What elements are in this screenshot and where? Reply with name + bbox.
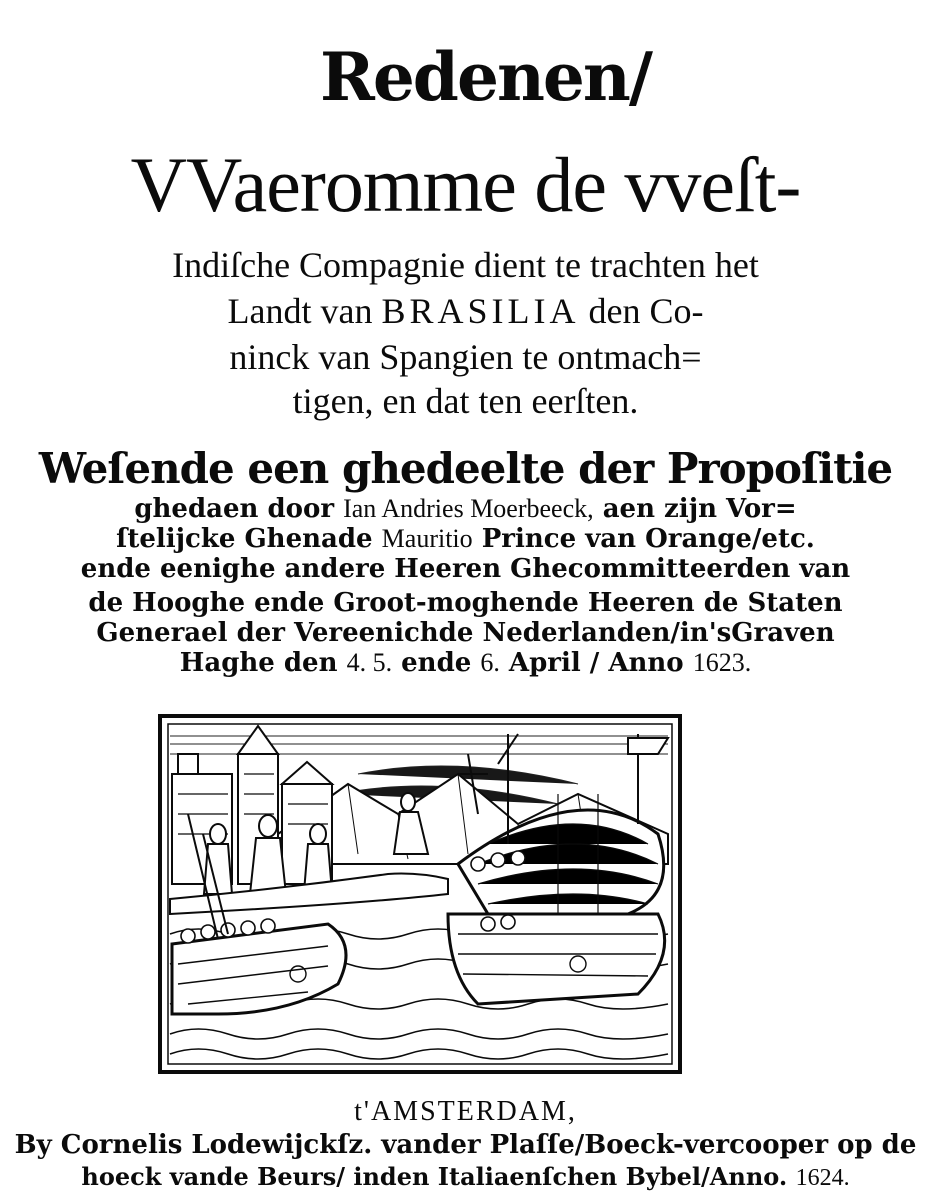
wesende-line-7-e: April / Anno [508, 648, 684, 678]
wesende-line-5: de Hooghe ende Groot-moghende Heeren de Staten [88, 588, 843, 618]
imprint-city: t'AMSTERDAM, [354, 1096, 577, 1127]
imprint-publisher-line: By Cornelis Lodewijckſz. vander Plaſſe/Boeck-vercooper op de [14, 1130, 917, 1160]
main-title: Redenen/ [319, 38, 652, 116]
wesende-line-2 [0, 494, 931, 524]
wesende-line-7-c: ende [401, 648, 472, 678]
dates-2: 6. [480, 648, 500, 677]
subtitle-line-1: VVaeromme de vveſt- [130, 141, 801, 228]
wesende-line-4: ende eenighe andere Heeren Ghecommitteerden van [80, 554, 851, 584]
wesende-line-7 [0, 648, 931, 678]
wesende-line-6: Generael der Vereenichde Nederlanden/in'sGraven [96, 618, 835, 648]
wesende-line-3-c: Prince van Orange/etc. [481, 524, 815, 554]
year-1623: 1623. [692, 648, 752, 677]
subtitle-brasilia: BRASILIA [381, 291, 580, 331]
wesende-line-2-c: aen zijn Vor= [602, 494, 797, 524]
woodcut-harbor-ships-illustration [158, 714, 682, 1074]
mauritio-name: Mauritio [381, 524, 473, 553]
wesende-line-7-a: Haghe den [179, 648, 338, 678]
wesende-line-1: Weſende een ghedeelte der Propoſitie [38, 444, 893, 493]
wesende-line-2-a: ghedaen door [134, 494, 335, 524]
dates-1: 4. 5. [346, 648, 393, 677]
subtitle-line-3 [0, 290, 931, 332]
subtitle-line-2: Indiſche Compagnie dient te trachten het [172, 245, 759, 285]
imprint-address: hoeck vande Beurs/ inden Italiaenſchen Bybel/Anno. [81, 1162, 788, 1191]
wesende-line-3-a: ſtelijcke Ghenade [116, 524, 373, 554]
imprint-address-line [0, 1162, 931, 1192]
subtitle-line-3-a: Landt van [227, 291, 373, 331]
wesende-line-3 [0, 524, 931, 554]
subtitle-line-4: ninck van Spangien te ontmach= [229, 337, 702, 377]
subtitle-line-5: tigen, en dat ten eerſten. [292, 381, 639, 421]
imprint-year: 1624. [795, 1165, 850, 1191]
author-name: Ian Andries Moerbeeck, [343, 494, 594, 523]
subtitle-line-3-c: den Co- [588, 291, 704, 331]
